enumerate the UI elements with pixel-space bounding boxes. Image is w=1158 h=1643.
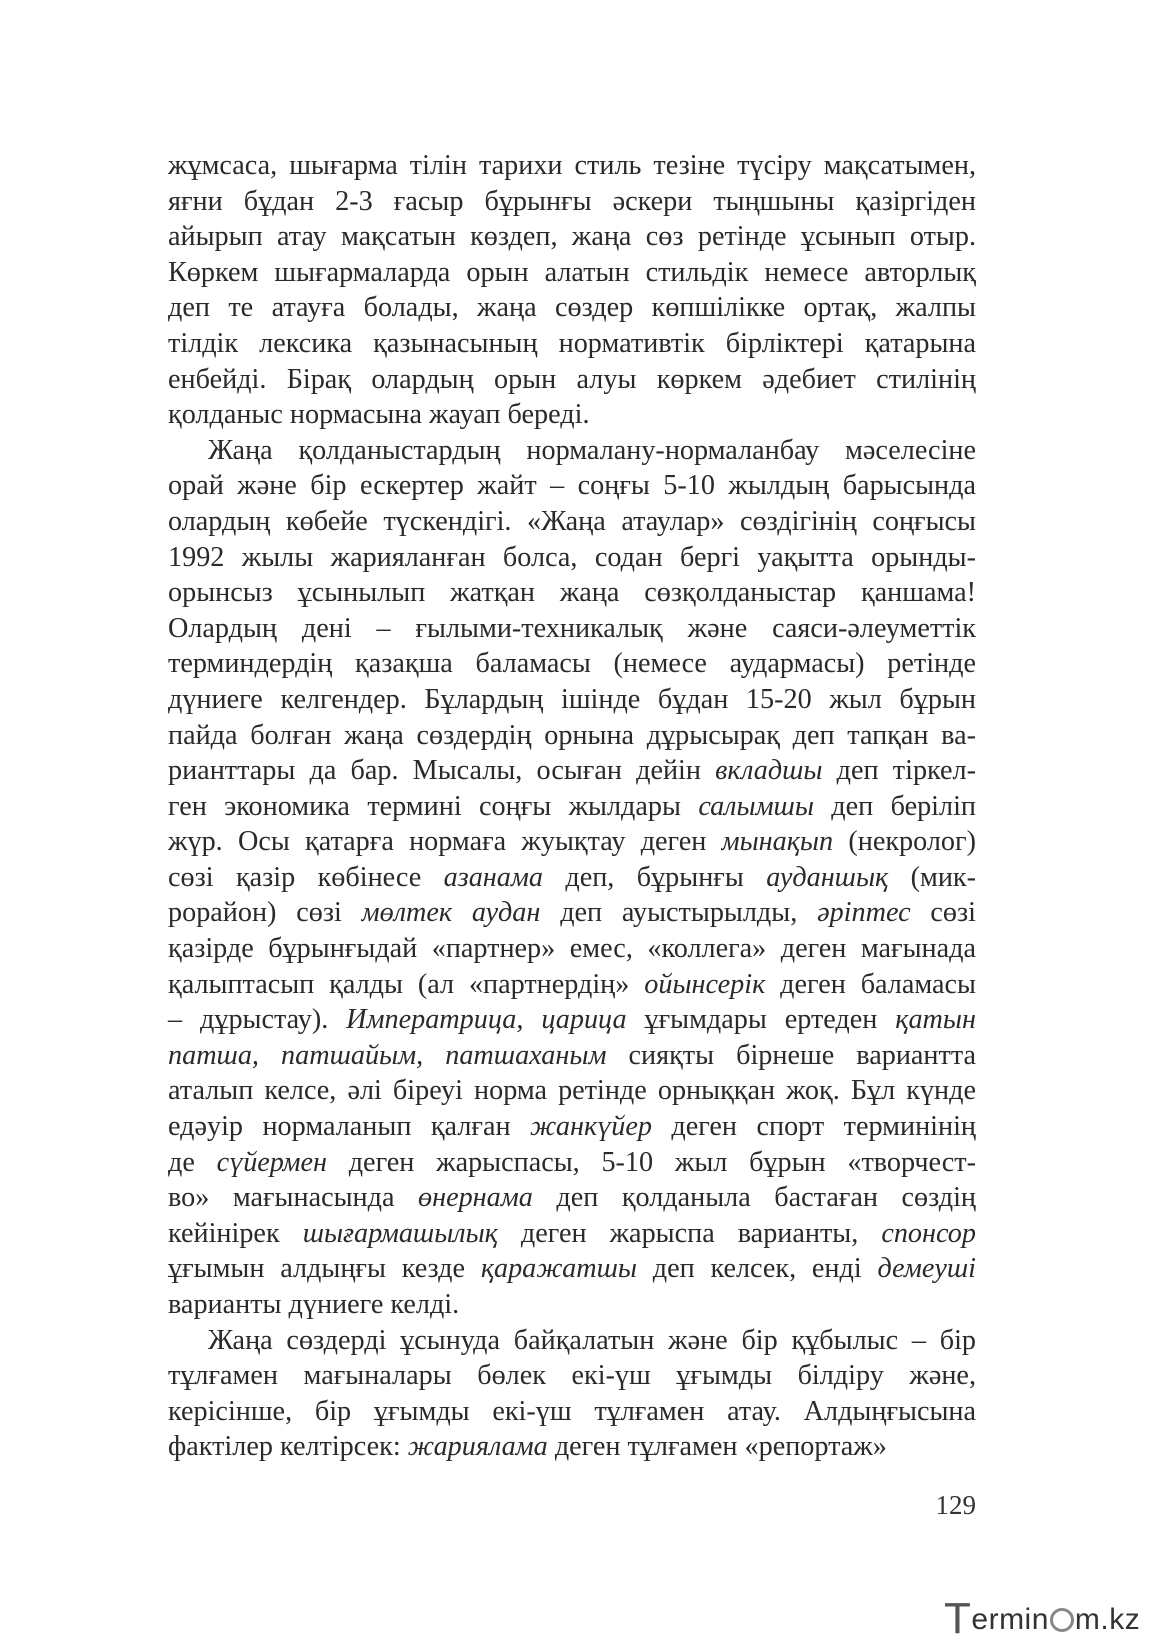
text-run: Жаңа қолданыстардың нормалану-нормаланбау мәселесіне <box>208 434 976 466</box>
text-line <box>168 646 976 682</box>
text-run: едәуір нормаланып қалған <box>168 1111 531 1143</box>
text-run: деген жарыспа варианты, <box>497 1217 882 1249</box>
text-line <box>168 433 976 469</box>
terminkom-logo <box>944 1590 1144 1643</box>
text-line <box>168 895 976 931</box>
text-run: жүр. Осы қатарға нормаға жуықтау деген <box>168 826 722 858</box>
text-run: деген тұлғамен «репортаж» <box>547 1431 887 1463</box>
italic-term: вкладшы <box>715 755 823 787</box>
text-run: во» мағынасында <box>168 1182 418 1214</box>
text-line <box>168 1038 976 1074</box>
italic-term: ойынсерік <box>644 968 766 1000</box>
text-run: айырып атау мақсатын көздеп, жаңа сөз ретінде ұсынып отыр. <box>168 221 976 253</box>
italic-term: шығармашылық <box>302 1217 498 1249</box>
text-line <box>168 1073 976 1109</box>
italic-term: жанкүйер <box>530 1111 652 1143</box>
logo-text-middle: ermin <box>971 1603 1049 1636</box>
text-run: – дұрыстау). <box>168 1004 347 1036</box>
text-line <box>168 540 976 576</box>
text-line <box>168 1323 976 1359</box>
text-line <box>168 718 976 754</box>
text-line <box>168 326 976 362</box>
text-run: енбейді. Бірақ олардың орын алуы көркем әдебиет стилінің <box>168 363 976 395</box>
text-line <box>168 504 976 540</box>
text-line <box>168 789 976 825</box>
text-line <box>168 362 976 398</box>
text-line <box>168 860 976 896</box>
text-run: деп те атауға болады, жаңа сөздер көпшілікке ортақ, жалпы <box>168 292 976 324</box>
text-run: жұмсаса, шығарма тілін тарихи стиль тезіне түсіру мақсатымен, <box>168 150 976 181</box>
text-line <box>168 1109 976 1145</box>
text-run: деп беріліп <box>813 790 976 822</box>
text-run: орынсыз ұсынылып жатқан жаңа сөзқолданыстар қаншама! <box>168 577 976 609</box>
text-run: Олардың дені – ғылыми-техникалық және саяси-әлеуметтік <box>168 612 976 644</box>
italic-term: өнернама <box>418 1182 533 1214</box>
italic-term: спонсор <box>881 1217 976 1249</box>
text-run: пайда болған жаңа сөздердің орнына дұрысырақ деп тапқан ва- <box>168 719 976 751</box>
text-run: деген баламасы <box>765 968 976 1000</box>
italic-term: Императрица, царица <box>346 1004 627 1036</box>
text-run: қалыптасып қалды (ал «партнердің» <box>168 968 645 1000</box>
italic-term: азанама <box>443 861 543 893</box>
italic-term: мынақып <box>721 826 834 858</box>
text-run: сөзі <box>910 897 976 929</box>
italic-term: қаражатшы <box>480 1253 637 1285</box>
text-line <box>168 1180 976 1216</box>
text-line <box>168 1145 976 1181</box>
text-line <box>168 1251 976 1287</box>
text-run: ұғымын алдыңғы кезде <box>168 1253 481 1285</box>
text-run: дүниеге келгендер. Бұлардың ішінде бұдан 15-20 жыл бұрын <box>168 683 976 715</box>
text-run: Жаңа сөздерді ұсынуда байқалатын және бір құбылыс – бір <box>208 1324 976 1356</box>
text-run: фактілер келтірсек: <box>168 1431 408 1463</box>
text-run: (мик- <box>888 861 977 893</box>
text-run: деп, бұрынғы <box>542 861 767 893</box>
text-line <box>168 219 976 255</box>
text-run: деген спорт терминінің <box>651 1111 977 1143</box>
text-run: терминдердің қазақша баламасы (немесе аудармасы) ретінде <box>168 648 976 680</box>
text-run: ұғымдары ертеден <box>626 1004 896 1036</box>
text-line <box>168 967 976 1003</box>
italic-term: ауданшық <box>766 861 889 893</box>
text-run: яғни бұдан 2-3 ғасыр бұрынғы әскери тыңшыны қазіргіден <box>168 185 976 217</box>
italic-term: мөлтек аудан <box>361 897 541 929</box>
text-line <box>168 255 976 291</box>
text-run: қолданыс нормасына жауап береді. <box>168 399 590 431</box>
text-run: керісінше, бір ұғымды екі-үш тұлғамен атау. Алдыңғысына <box>168 1395 976 1427</box>
text-line <box>168 397 976 433</box>
italic-term: патша, патшайым, патшаханым <box>168 1039 607 1071</box>
text-run: тұлғамен мағыналары бөлек екі-үш ұғымды білдіру және, <box>168 1360 976 1392</box>
text-run: (некролог) <box>833 826 976 858</box>
text-run: де <box>168 1146 217 1178</box>
text-line <box>168 1216 976 1252</box>
italic-term: жариялама <box>407 1431 548 1463</box>
text-run: деп келсек, енді <box>636 1253 878 1285</box>
text-run: деп тіркел- <box>822 755 976 787</box>
text-line <box>168 290 976 326</box>
text-line <box>168 468 976 504</box>
text-line <box>168 1394 976 1430</box>
italic-term: қатын <box>895 1004 976 1036</box>
text-run: рорайон) сөзі <box>168 897 362 929</box>
page-number: 129 <box>935 1490 976 1520</box>
text-line <box>168 1429 976 1465</box>
text-run: сөзі қазір көбінесе <box>168 861 444 893</box>
text-line <box>168 682 976 718</box>
italic-term: әріптес <box>817 897 911 929</box>
text-run: деген жарыспасы, 5-10 жыл бұрын «творчест- <box>326 1146 976 1178</box>
text-run: Көркем шығармаларда орын алатын стильдік немесе авторлық <box>168 256 976 288</box>
text-line <box>168 575 976 611</box>
text-line <box>168 148 976 184</box>
text-line <box>168 184 976 220</box>
text-line <box>168 1287 976 1323</box>
page-body <box>168 148 976 1465</box>
text-run: варианты дүниеге келді. <box>168 1289 460 1320</box>
italic-term: салымшы <box>698 790 814 822</box>
text-line <box>168 611 976 647</box>
text-run: орай және бір ескертер жайт – соңғы 5-10 жылдың барысында <box>168 470 976 502</box>
italic-term: сүйермен <box>216 1146 327 1178</box>
text-run: рианттары да бар. Мысалы, осыған дейін <box>168 755 716 787</box>
text-run: сияқты бірнеше вариантта <box>606 1039 976 1071</box>
text-line <box>168 931 976 967</box>
logo-text-suffix: m.kz <box>1074 1603 1141 1636</box>
text-line <box>168 753 976 789</box>
text-run: кейінірек <box>168 1217 303 1249</box>
text-run: аталып келсе, әлі біреуі норма ретінде орныққан жоқ. Бұл күнде <box>168 1075 976 1107</box>
text-run: деп қолданыла бастаған сөздің <box>532 1182 976 1214</box>
logo-letter-t: T <box>944 1594 972 1643</box>
text-run: олардың көбейе түскендігі. «Жаңа атаулар» сөздігінің соңғысы <box>168 505 976 537</box>
italic-term: демеуші <box>877 1253 976 1285</box>
text-run: ген экономика термині соңғы жылдары <box>168 790 699 822</box>
text-line <box>168 1002 976 1038</box>
text-run: 1992 жылы жарияланған болса, содан бергі уақытта орынды- <box>168 541 976 573</box>
text-line <box>168 1358 976 1394</box>
text-run: деп ауыстырылды, <box>540 897 818 929</box>
text-run: қазірде бұрынғыдай «партнер» емес, «коллега» деген мағынада <box>168 933 976 965</box>
logo-ring-icon <box>1050 1608 1074 1632</box>
text-run: тілдік лексика қазынасының нормативтік бірліктері қатарына <box>168 327 976 359</box>
text-line <box>168 824 976 860</box>
